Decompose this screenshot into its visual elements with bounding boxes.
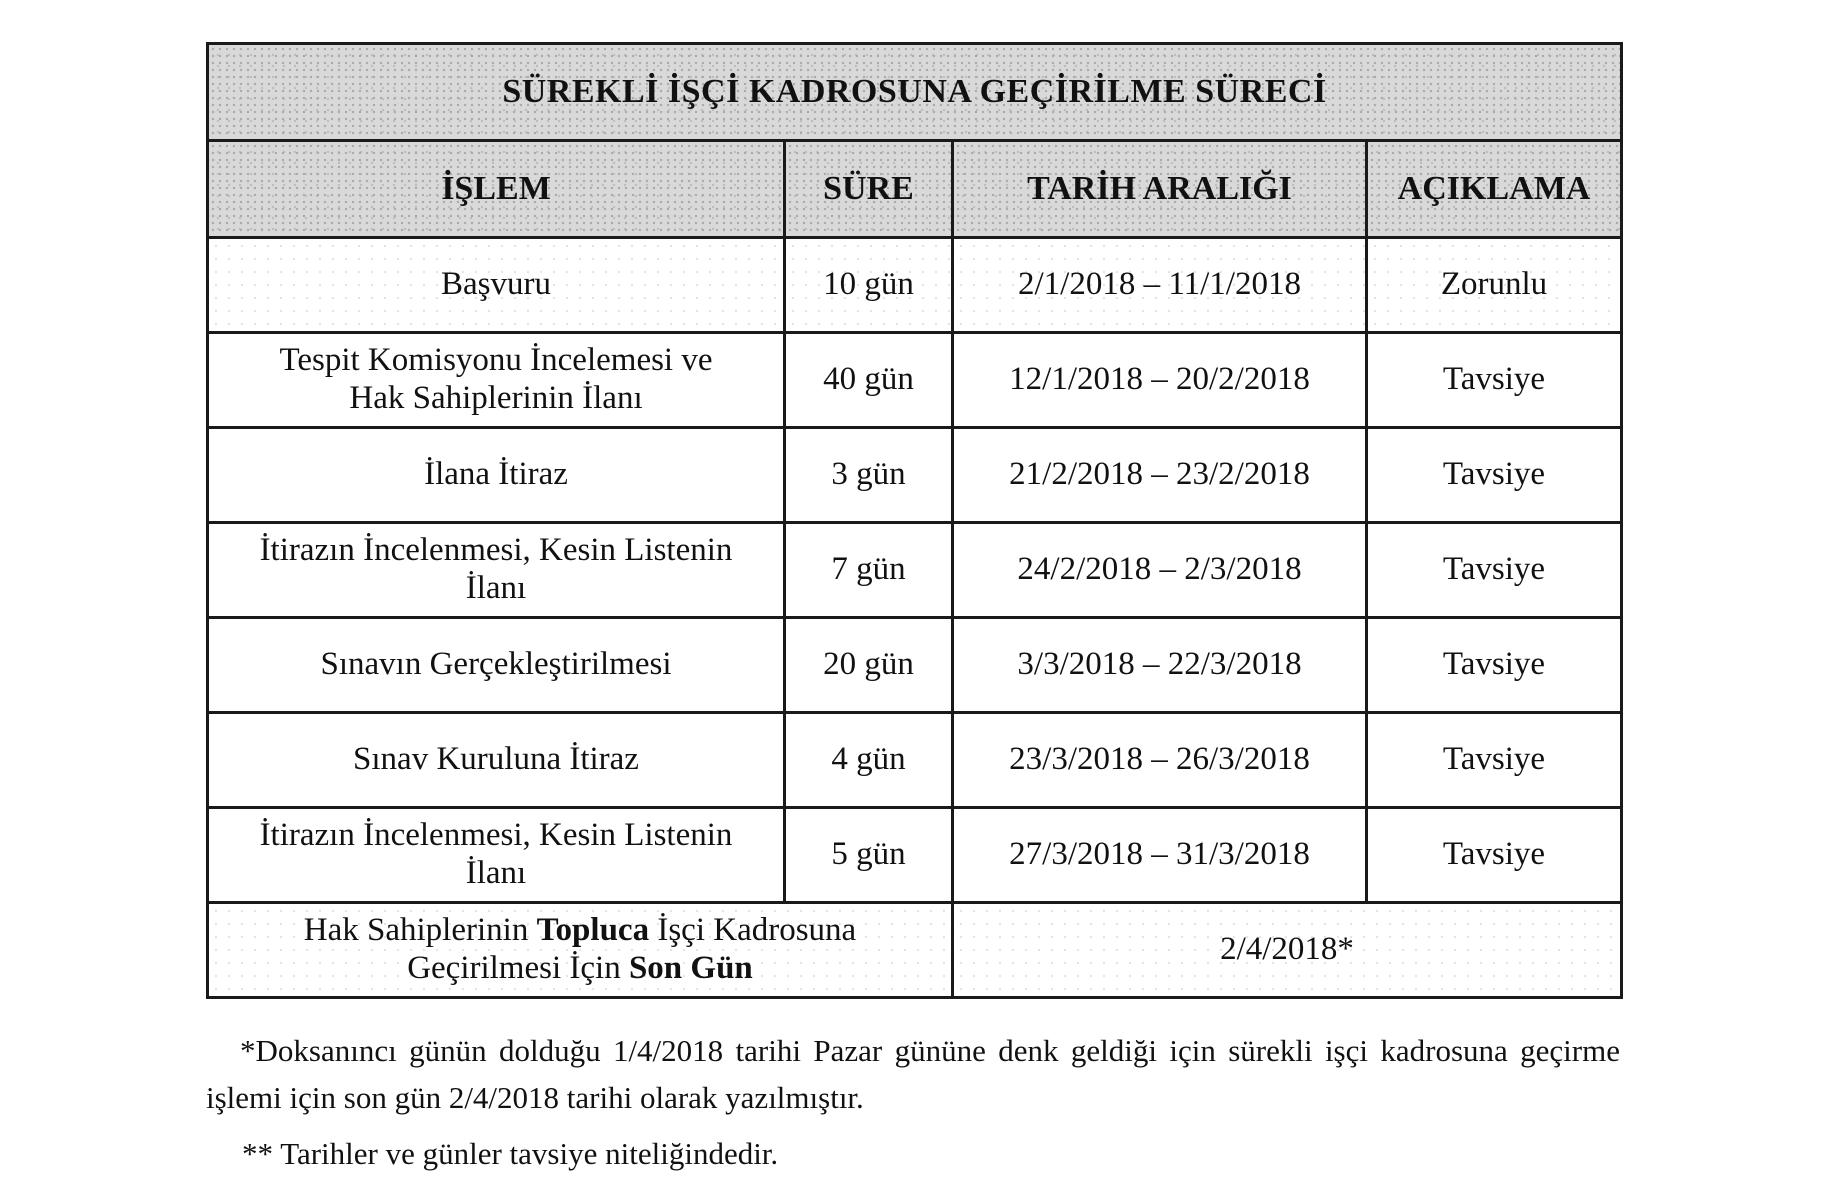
process-table-container bbox=[206, 42, 1620, 999]
table-title: SÜREKLİ İŞÇİ KADROSUNA GEÇİRİLME SÜRECİ bbox=[208, 44, 1622, 141]
table-row bbox=[208, 523, 1622, 618]
cell-aciklama: Tavsiye bbox=[1367, 618, 1622, 713]
final-deadline-row bbox=[208, 903, 1622, 998]
table-header-row bbox=[208, 141, 1622, 238]
table-row bbox=[208, 713, 1622, 808]
cell-sure: 4 gün bbox=[785, 713, 953, 808]
table-title-row bbox=[208, 44, 1622, 141]
table-row bbox=[208, 333, 1622, 428]
table-row bbox=[208, 808, 1622, 903]
cell-tarih: 12/1/2018 – 20/2/2018 bbox=[953, 333, 1367, 428]
cell-aciklama: Tavsiye bbox=[1367, 713, 1622, 808]
cell-sure: 5 gün bbox=[785, 808, 953, 903]
cell-sure: 20 gün bbox=[785, 618, 953, 713]
header-aciklama: AÇIKLAMA bbox=[1367, 141, 1622, 238]
footnote-2: ** Tarihler ve günler tavsiye niteliğindedir. bbox=[242, 1136, 779, 1171]
cell-aciklama: Zorunlu bbox=[1367, 238, 1622, 333]
final-label-bold1: Topluca bbox=[536, 912, 650, 949]
cell-tarih: 3/3/2018 – 22/3/2018 bbox=[953, 618, 1367, 713]
cell-sure: 40 gün bbox=[785, 333, 953, 428]
table-row bbox=[208, 428, 1622, 523]
cell-islem bbox=[208, 333, 785, 428]
cell-islem-line2: Hak Sahiplerinin İlanı bbox=[349, 380, 643, 416]
cell-tarih: 23/3/2018 – 26/3/2018 bbox=[953, 713, 1367, 808]
cell-islem bbox=[208, 808, 785, 903]
final-deadline-date: 2/4/2018* bbox=[953, 903, 1622, 998]
cell-sure: 7 gün bbox=[785, 523, 953, 618]
final-label-part1: Hak Sahiplerinin bbox=[303, 912, 537, 949]
cell-tarih: 21/2/2018 – 23/2/2018 bbox=[953, 428, 1367, 523]
cell-aciklama: Tavsiye bbox=[1367, 523, 1622, 618]
final-label-part3: Geçirilmesi İçin bbox=[407, 950, 629, 986]
cell-sure: 10 gün bbox=[785, 238, 953, 333]
header-sure: SÜRE bbox=[785, 141, 953, 238]
table-row bbox=[208, 238, 1622, 333]
cell-islem: Sınavın Gerçekleştirilmesi bbox=[208, 618, 785, 713]
cell-aciklama: Tavsiye bbox=[1367, 333, 1622, 428]
cell-islem: Sınav Kuruluna İtiraz bbox=[208, 713, 785, 808]
cell-islem-line2: İlanı bbox=[465, 570, 527, 606]
cell-tarih: 2/1/2018 – 11/1/2018 bbox=[953, 238, 1367, 333]
footnotes bbox=[206, 1028, 1620, 1178]
process-table bbox=[206, 42, 1623, 999]
cell-aciklama: Tavsiye bbox=[1367, 808, 1622, 903]
cell-islem-line1: İtirazın İncelenmesi, Kesin Listenin bbox=[259, 817, 733, 854]
cell-islem-line2: İlanı bbox=[465, 855, 527, 891]
cell-islem bbox=[208, 523, 785, 618]
cell-sure: 3 gün bbox=[785, 428, 953, 523]
cell-islem: İlana İtiraz bbox=[208, 428, 785, 523]
cell-islem-line1: Tespit Komisyonu İncelemesi ve bbox=[279, 342, 713, 379]
final-deadline-label bbox=[208, 903, 953, 998]
final-label-bold2: Son Gün bbox=[628, 950, 753, 986]
footnote-1: *Doksanıncı günün dolduğu 1/4/2018 tarihi Pazar gününe denk geldiği için sürekli işçi kadrosuna geçirme işlemi için son gün 2/4/2018 tarihi olarak yazılmıştır. bbox=[206, 1033, 1620, 1115]
final-label-part2: İşçi Kadrosuna bbox=[649, 912, 857, 949]
cell-islem-line1: İtirazın İncelenmesi, Kesin Listenin bbox=[259, 532, 733, 569]
table-row bbox=[208, 618, 1622, 713]
header-islem: İŞLEM bbox=[208, 141, 785, 238]
cell-aciklama: Tavsiye bbox=[1367, 428, 1622, 523]
header-tarih: TARİH ARALIĞI bbox=[953, 141, 1367, 238]
cell-tarih: 27/3/2018 – 31/3/2018 bbox=[953, 808, 1367, 903]
cell-tarih: 24/2/2018 – 2/3/2018 bbox=[953, 523, 1367, 618]
cell-islem: Başvuru bbox=[208, 238, 785, 333]
